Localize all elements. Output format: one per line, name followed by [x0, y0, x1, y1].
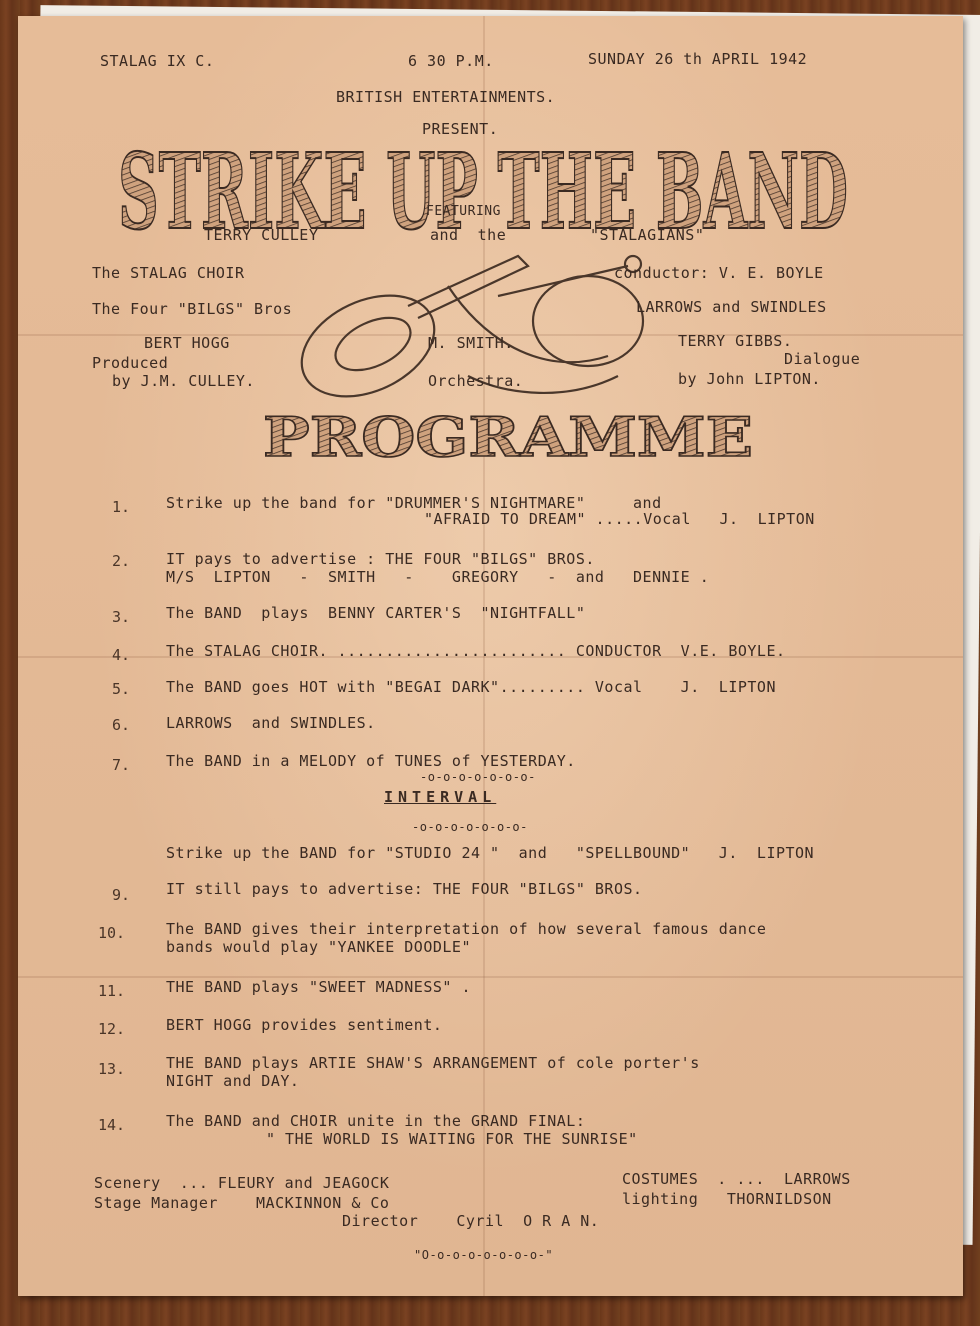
interval-divider: -o-o-o-o-o-o-o-	[420, 770, 536, 784]
item-number: 14.	[98, 1116, 126, 1134]
item-line: M/S LIPTON - SMITH - GREGORY - and DENNIE .	[166, 568, 710, 586]
featuring-left: TERRY CULLEY	[204, 226, 319, 244]
footer-stage-manager: Stage Manager MACKINNON & Co	[94, 1194, 390, 1212]
footer-costumes: COSTUMES . ... LARROWS	[622, 1170, 851, 1188]
item-line: bands would play "YANKEE DOODLE"	[166, 938, 471, 956]
programme-heading-text: PROGRAMME	[263, 405, 753, 469]
dialogue-by: by John LIPTON.	[678, 370, 821, 388]
credit-terry-gibbs: TERRY GIBBS.	[678, 332, 793, 350]
item-line: BERT HOGG provides sentiment.	[166, 1016, 443, 1034]
item-number: 12.	[98, 1020, 126, 1038]
show-title-text: STRIKE UP THE BAND	[118, 130, 848, 253]
item-number: 11.	[98, 982, 126, 1000]
item-line: IT still pays to advertise: THE FOUR "BILGS" BROS.	[166, 880, 643, 898]
present-word: PRESENT.	[422, 120, 499, 138]
credit-larrows: LARROWS and SWINDLES	[636, 298, 827, 316]
item-number: 5.	[112, 680, 131, 698]
featuring-right: "STALAGIANS"	[590, 226, 705, 244]
item-line: Strike up the BAND for "STUDIO 24 " and "SPELLBOUND" J. LIPTON	[166, 844, 815, 862]
item-number: 3.	[112, 608, 131, 626]
footer-scenery: Scenery ... FLEURY and JEAGOCK	[94, 1174, 390, 1192]
item-line: The BAND gives their interpretation of how several famous dance	[166, 920, 767, 938]
footer-director: Director Cyril O R A N.	[342, 1212, 600, 1230]
item-line: " THE WORLD IS WAITING FOR THE SUNRISE"	[266, 1130, 638, 1148]
item-line: NIGHT and DAY.	[166, 1072, 300, 1090]
item-number: 2.	[112, 552, 131, 570]
interval-divider: -o-o-o-o-o-o-o-	[412, 820, 528, 834]
programme-heading	[248, 404, 768, 474]
item-number: 13.	[98, 1060, 126, 1078]
item-line: The BAND and CHOIR unite in the GRAND FINAL:	[166, 1112, 586, 1130]
item-line: LARROWS and SWINDLES.	[166, 714, 376, 732]
item-number: 10.	[98, 924, 126, 942]
show-date: SUNDAY 26 th APRIL 1942	[588, 50, 808, 68]
credit-bert-hogg: BERT HOGG	[144, 334, 230, 352]
item-line: The BAND plays BENNY CARTER'S "NIGHTFALL"	[166, 604, 586, 622]
orchestra-label: Orchestra.	[428, 372, 524, 390]
show-time: 6 30 P.M.	[408, 52, 494, 70]
credit-four-bilgs: The Four "BILGS" Bros	[92, 300, 293, 318]
item-line: "AFRAID TO DREAM" .....Vocal J. LIPTON	[424, 510, 815, 528]
footer-divider: "O-o-o-o-o-o-o-o-"	[414, 1248, 554, 1262]
item-number: 7.	[112, 756, 131, 774]
produced-label: Produced	[92, 354, 169, 372]
credit-smith: M. SMITH.	[428, 334, 514, 352]
item-number: 6.	[112, 716, 131, 734]
item-number: 9.	[112, 886, 131, 904]
item-number: 4.	[112, 646, 131, 664]
presenter: BRITISH ENTERTAINMENTS.	[336, 88, 556, 106]
featuring-word: FEATURING	[426, 204, 501, 219]
fold-line	[18, 976, 963, 978]
programme-sheet	[18, 16, 963, 1296]
item-line: Strike up the band for "DRUMMER'S NIGHTMARE" and	[166, 494, 662, 512]
item-line: THE BAND plays ARTIE SHAW'S ARRANGEMENT of cole porter's	[166, 1054, 700, 1072]
footer-lighting: lighting THORNILDSON	[622, 1190, 832, 1208]
item-line: THE BAND plays "SWEET MADNESS" .	[166, 978, 471, 996]
credit-conductor: conductor: V. E. BOYLE	[614, 264, 824, 282]
item-number: 1.	[112, 498, 131, 516]
dialogue-label: Dialogue	[784, 350, 861, 368]
item-line: The BAND in a MELODY of TUNES of YESTERDAY.	[166, 752, 576, 770]
item-line: The STALAG CHOIR. ........................ CONDUCTOR V.E. BOYLE.	[166, 642, 786, 660]
featuring-and: and the	[430, 226, 507, 244]
interval-label: INTERVAL	[384, 788, 497, 806]
produced-by: by J.M. CULLEY.	[112, 372, 255, 390]
item-line: IT pays to advertise : THE FOUR "BILGS" BROS.	[166, 550, 595, 568]
camp-name: STALAG IX C.	[100, 52, 215, 70]
item-line: The BAND goes HOT with "BEGAI DARK"......... Vocal J. LIPTON	[166, 678, 776, 696]
credit-choir: The STALAG CHOIR	[92, 264, 245, 282]
